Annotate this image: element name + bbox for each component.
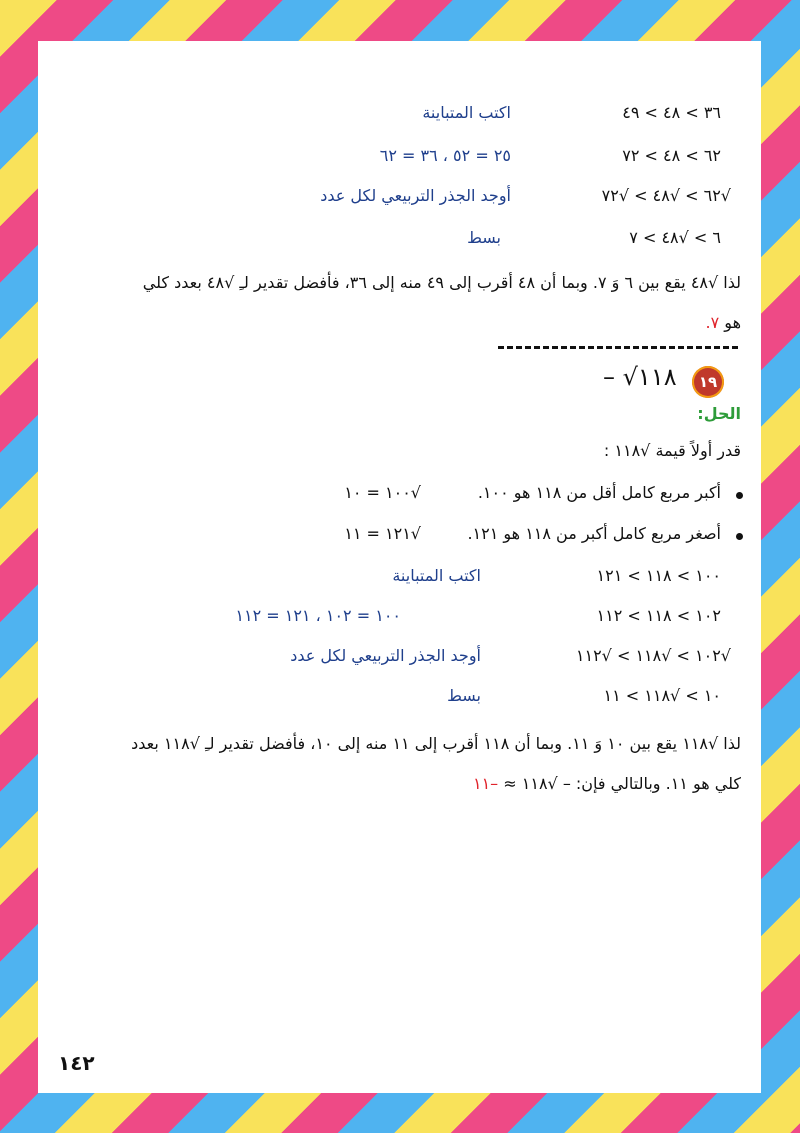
conclusion-2-text: كلي هو ١١. وبالتالي فإن: – √١١٨ ≈ bbox=[503, 774, 741, 793]
conclusion-2-line-1: لذا √١١٨ يقع بين ١٠ وَ ١١. وبما أن ١١٨ أقرب إلى ١١ منه إلى ١٠، فأفضل تقدير لـِ √١١٨ بعدد bbox=[131, 734, 741, 753]
question-expression: – √١١٨ bbox=[603, 363, 677, 391]
page-sheet bbox=[38, 41, 761, 1093]
question-number-badge: ١٩ bbox=[692, 366, 724, 398]
inequality2-row-3: √١٠٢ > √١١٨ > √١١٢ bbox=[575, 646, 731, 665]
page-number: ١٤٢ bbox=[58, 1051, 95, 1075]
conclusion-1-answer: ٧. bbox=[705, 313, 720, 332]
conclusion-2-answer: –١١ bbox=[472, 774, 499, 793]
conclusion-1-line-1: لذا √٤٨ يقع بين ٦ وَ ٧. وبما أن ٤٨ أقرب إلى ٤٩ منه إلى ٣٦، فأفضل تقدير لـِ √٤٨ بعدد كلي bbox=[142, 273, 741, 292]
inequality2-row-2-label: ١٠٠ = ١٠٢ ، ١٢١ = ١١٢ bbox=[235, 606, 401, 625]
conclusion-2-line-2 bbox=[473, 774, 741, 793]
inequality-row-4-label: بسط bbox=[467, 228, 501, 247]
solution-label: الحل: bbox=[697, 404, 741, 423]
bullet-2-dot bbox=[736, 533, 743, 540]
inequality2-row-2: ١٠٢ > ١١٨ > ١١٢ bbox=[596, 606, 721, 625]
inequality-row-4: ٦ > √٤٨ > ٧ bbox=[629, 228, 721, 247]
bullet-1-equation: √١٠٠ = ١٠ bbox=[344, 483, 421, 502]
section-divider bbox=[498, 346, 738, 349]
bullet-1-dot bbox=[736, 492, 743, 499]
inequality2-row-4: ١٠ > √١١٨ > ١١ bbox=[603, 686, 721, 705]
inequality2-row-4-label: بسط bbox=[447, 686, 481, 705]
inequality2-row-1: ١٠٠ > ١١٨ > ١٢١ bbox=[596, 566, 721, 585]
bullet-2-text: أصغر مربع كامل أكبر من ١١٨ هو ١٢١. bbox=[467, 524, 721, 543]
conclusion-1-line-2 bbox=[706, 313, 741, 332]
inequality-row-1-label: اكتب المتباينة bbox=[422, 103, 511, 122]
inequality-row-1: ٣٦ > ٤٨ > ٤٩ bbox=[622, 103, 721, 122]
inequality-row-3-label: أوجد الجذر التربيعي لكل عدد bbox=[320, 186, 511, 205]
inequality-row-3: √٦٢ > √٤٨ > √٧٢ bbox=[601, 186, 731, 205]
inequality2-row-1-label: اكتب المتباينة bbox=[392, 566, 481, 585]
inequality-row-2: ٦٢ > ٤٨ > ٧٢ bbox=[622, 146, 721, 165]
inequality2-row-3-label: أوجد الجذر التربيعي لكل عدد bbox=[290, 646, 481, 665]
conclusion-1-prefix: هو bbox=[724, 313, 741, 332]
inequality-row-2-label: ٢٥ = ٥٢ ، ٣٦ = ٦٢ bbox=[379, 146, 511, 165]
bullet-2-equation: √١٢١ = ١١ bbox=[344, 524, 421, 543]
estimate-intro: قدر أولاً قيمة √١١٨ : bbox=[603, 441, 741, 460]
bullet-1-text: أكبر مربع كامل أقل من ١١٨ هو ١٠٠. bbox=[477, 483, 721, 502]
